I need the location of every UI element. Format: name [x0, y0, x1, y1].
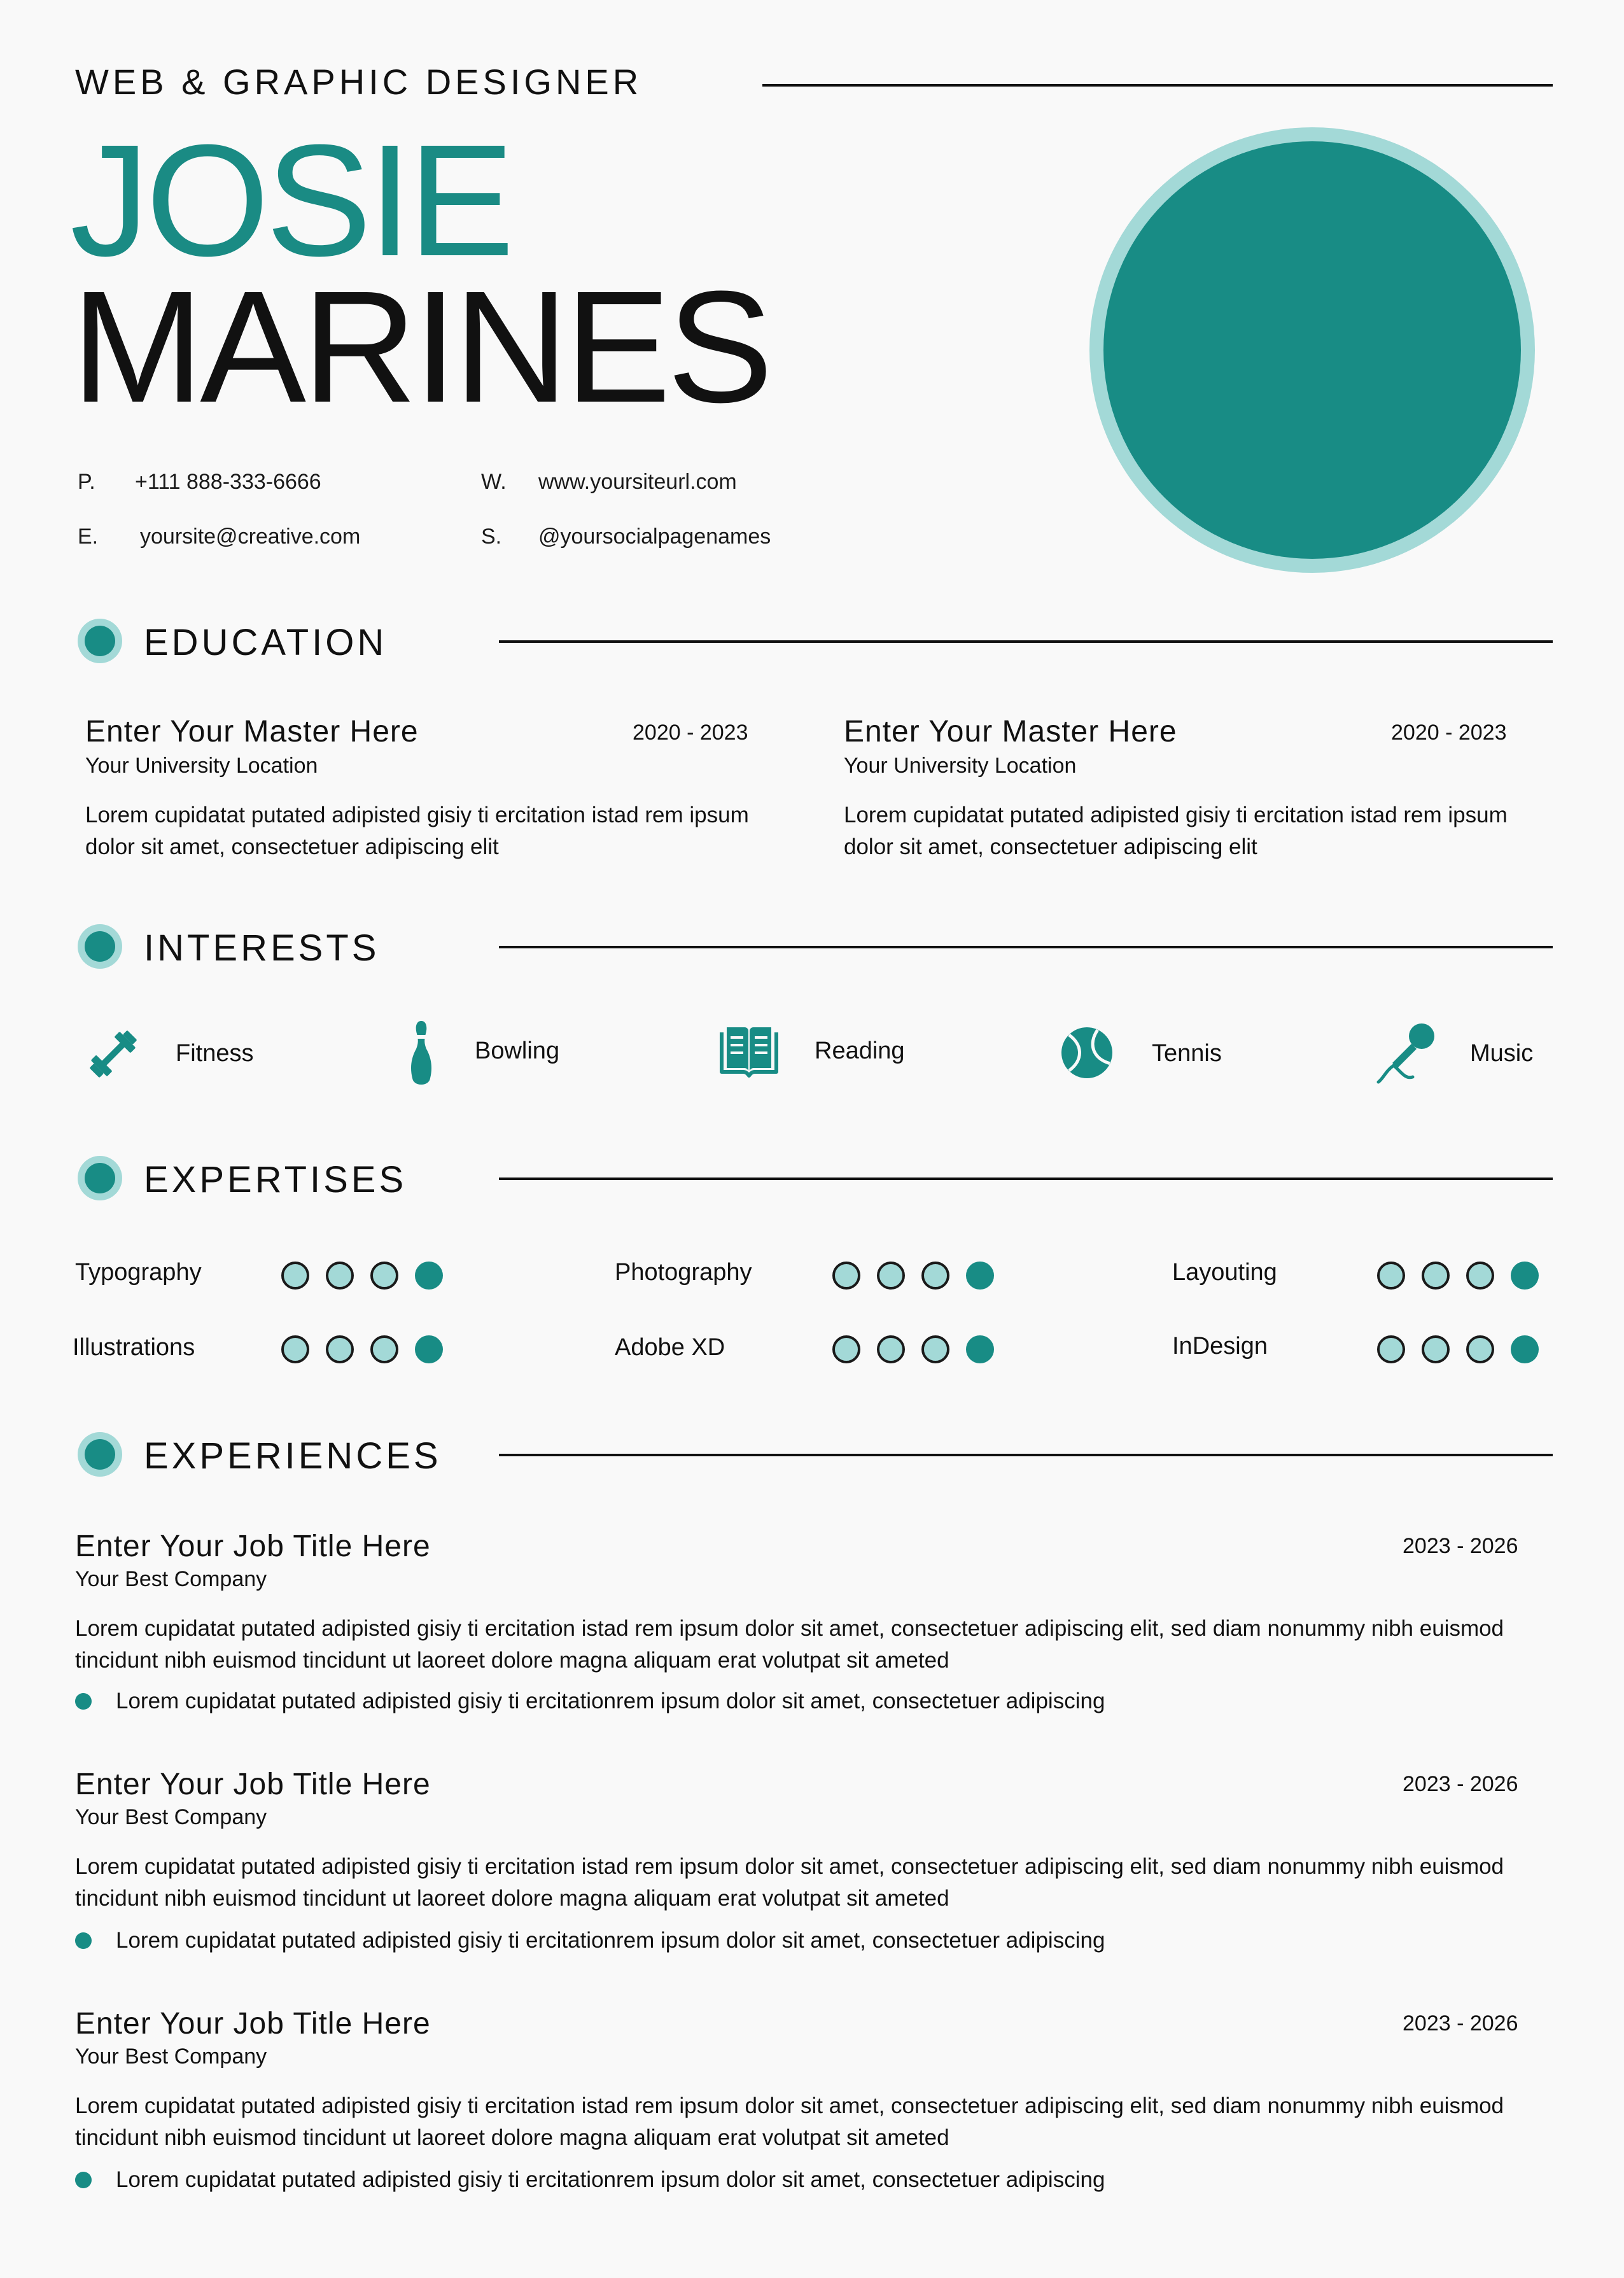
rating-dot: [415, 1262, 443, 1290]
rating-dot: [1422, 1335, 1450, 1363]
rating-dot: [966, 1335, 994, 1363]
tennis-ball-icon: [1060, 1026, 1114, 1079]
website-url[interactable]: www.yoursiteurl.com: [538, 470, 737, 494]
bullet-dot: [75, 1932, 92, 1949]
skill-label: Photography: [615, 1259, 752, 1286]
section-divider: [499, 1178, 1553, 1180]
interest-label: Tennis: [1152, 1040, 1222, 1067]
skill-rating: [1377, 1262, 1539, 1290]
profile-photo-placeholder[interactable]: [1103, 141, 1521, 559]
bullet-dot: [75, 1693, 92, 1710]
section-divider: [499, 640, 1553, 643]
rating-dot: [1466, 1262, 1494, 1290]
job-description: Lorem cupidatat putated adipisted gisiy ti ercitation istad rem ipsum dolor sit amet, consectetuer adipiscing elit, sed diam nonummy nibh euismod tincidunt nibh euismod tincidunt ut laoreet dolore magna aliquam erat volutpat sit ameted: [75, 1854, 1504, 1911]
email-address[interactable]: yoursite@creative.com: [140, 524, 361, 549]
rating-dot: [415, 1335, 443, 1363]
rating-dot: [832, 1262, 860, 1290]
rating-dot: [877, 1335, 905, 1363]
education-location: Your University Location: [85, 754, 318, 778]
rating-dot: [281, 1335, 309, 1363]
rating-dot: [326, 1262, 354, 1290]
skill-label: Illustrations: [73, 1334, 195, 1361]
interest-label: Bowling: [475, 1037, 560, 1064]
job-description: Lorem cupidatat putated adipisted gisiy ti ercitation istad rem ipsum dolor sit amet, consectetuer adipiscing elit, sed diam nonummy nibh euismod tincidunt nibh euismod tincidunt ut laoreet dolore magna aliquam erat volutpat sit ameted: [75, 2093, 1504, 2150]
rating-dot: [1377, 1262, 1405, 1290]
education-title: Enter Your Master Here: [85, 715, 419, 749]
job-description: Lorem cupidatat putated adipisted gisiy ti ercitation istad rem ipsum dolor sit amet, consectetuer adipiscing elit, sed diam nonummy nibh euismod tincidunt nibh euismod tincidunt ut laoreet dolore magna aliquam erat volutpat sit ameted: [75, 1616, 1504, 1673]
section-marker-dot: [85, 931, 115, 962]
rating-dot: [877, 1262, 905, 1290]
rating-dot: [281, 1262, 309, 1290]
job-dates: 2023 - 2026: [1403, 2011, 1518, 2035]
job-title: Enter Your Job Title Here: [75, 1768, 431, 1801]
first-name: JOSIE: [70, 111, 511, 289]
job-role: WEB & GRAPHIC DESIGNER: [75, 62, 643, 102]
company-name: Your Best Company: [75, 1805, 267, 1829]
section-title-interests: INTERESTS: [144, 927, 380, 969]
rating-dot: [326, 1335, 354, 1363]
skill-rating: [832, 1262, 994, 1290]
interest-label: Fitness: [176, 1040, 254, 1067]
section-divider: [499, 946, 1553, 948]
rating-dot: [832, 1335, 860, 1363]
section-marker-dot: [85, 626, 115, 656]
job-title: Enter Your Job Title Here: [75, 2007, 431, 2041]
skill-label: InDesign: [1172, 1333, 1268, 1360]
skill-label: Typography: [75, 1259, 202, 1286]
last-name: MARINES: [71, 258, 770, 435]
website-label: W.: [481, 470, 507, 494]
section-title-education: EDUCATION: [144, 622, 388, 663]
social-handle[interactable]: @yoursocialpagenames: [538, 524, 771, 549]
rating-dot: [1377, 1335, 1405, 1363]
section-marker-dot: [85, 1439, 115, 1470]
social-label: S.: [481, 524, 502, 549]
section-divider: [499, 1454, 1553, 1456]
skill-label: Adobe XD: [615, 1334, 725, 1361]
rating-dot: [1422, 1262, 1450, 1290]
book-icon: [719, 1025, 779, 1078]
rating-dot: [921, 1335, 949, 1363]
skill-rating: [281, 1335, 443, 1363]
education-location: Your University Location: [844, 754, 1077, 778]
dumbbell-icon: [83, 1023, 144, 1085]
education-title: Enter Your Master Here: [844, 715, 1177, 749]
bullet-dot: [75, 2172, 92, 2188]
phone-number: +111 888-333-6666: [135, 470, 321, 494]
skill-rating: [832, 1335, 994, 1363]
section-title-experiences: EXPERIENCES: [144, 1435, 442, 1477]
microphone-icon: [1373, 1021, 1437, 1085]
job-bullet: Lorem cupidatat putated adipisted gisiy ti ercitationrem ipsum dolor sit amet, consectetuer adipiscing: [116, 1689, 1105, 1713]
education-description: Lorem cupidatat putated adipisted gisiy ti ercitation istad rem ipsum dolor sit amet, consectetuer adipiscing elit: [844, 803, 1508, 859]
rating-dot: [1511, 1335, 1539, 1363]
rating-dot: [1466, 1335, 1494, 1363]
header-divider: [762, 84, 1553, 87]
rating-dot: [370, 1335, 398, 1363]
email-label: E.: [78, 524, 99, 549]
phone-label: P.: [78, 470, 95, 494]
company-name: Your Best Company: [75, 1567, 267, 1591]
rating-dot: [370, 1262, 398, 1290]
job-bullet: Lorem cupidatat putated adipisted gisiy ti ercitationrem ipsum dolor sit amet, consectetuer adipiscing: [116, 2167, 1105, 2192]
bowling-pin-icon: [402, 1020, 440, 1086]
skill-rating: [1377, 1335, 1539, 1363]
section-marker-dot: [85, 1163, 115, 1193]
interest-label: Reading: [815, 1037, 905, 1064]
skill-rating: [281, 1262, 443, 1290]
job-dates: 2023 - 2026: [1403, 1772, 1518, 1796]
education-description: Lorem cupidatat putated adipisted gisiy ti ercitation istad rem ipsum dolor sit amet, consectetuer adipiscing elit: [85, 803, 749, 859]
interest-label: Music: [1470, 1040, 1534, 1067]
rating-dot: [921, 1262, 949, 1290]
job-dates: 2023 - 2026: [1403, 1534, 1518, 1558]
section-title-expertises: EXPERTISES: [144, 1159, 407, 1200]
education-dates: 2020 - 2023: [633, 721, 748, 745]
rating-dot: [966, 1262, 994, 1290]
education-dates: 2020 - 2023: [1391, 721, 1507, 745]
job-bullet: Lorem cupidatat putated adipisted gisiy ti ercitationrem ipsum dolor sit amet, consectetuer adipiscing: [116, 1928, 1105, 1953]
skill-label: Layouting: [1172, 1259, 1277, 1286]
company-name: Your Best Company: [75, 2044, 267, 2069]
job-title: Enter Your Job Title Here: [75, 1529, 431, 1563]
rating-dot: [1511, 1262, 1539, 1290]
